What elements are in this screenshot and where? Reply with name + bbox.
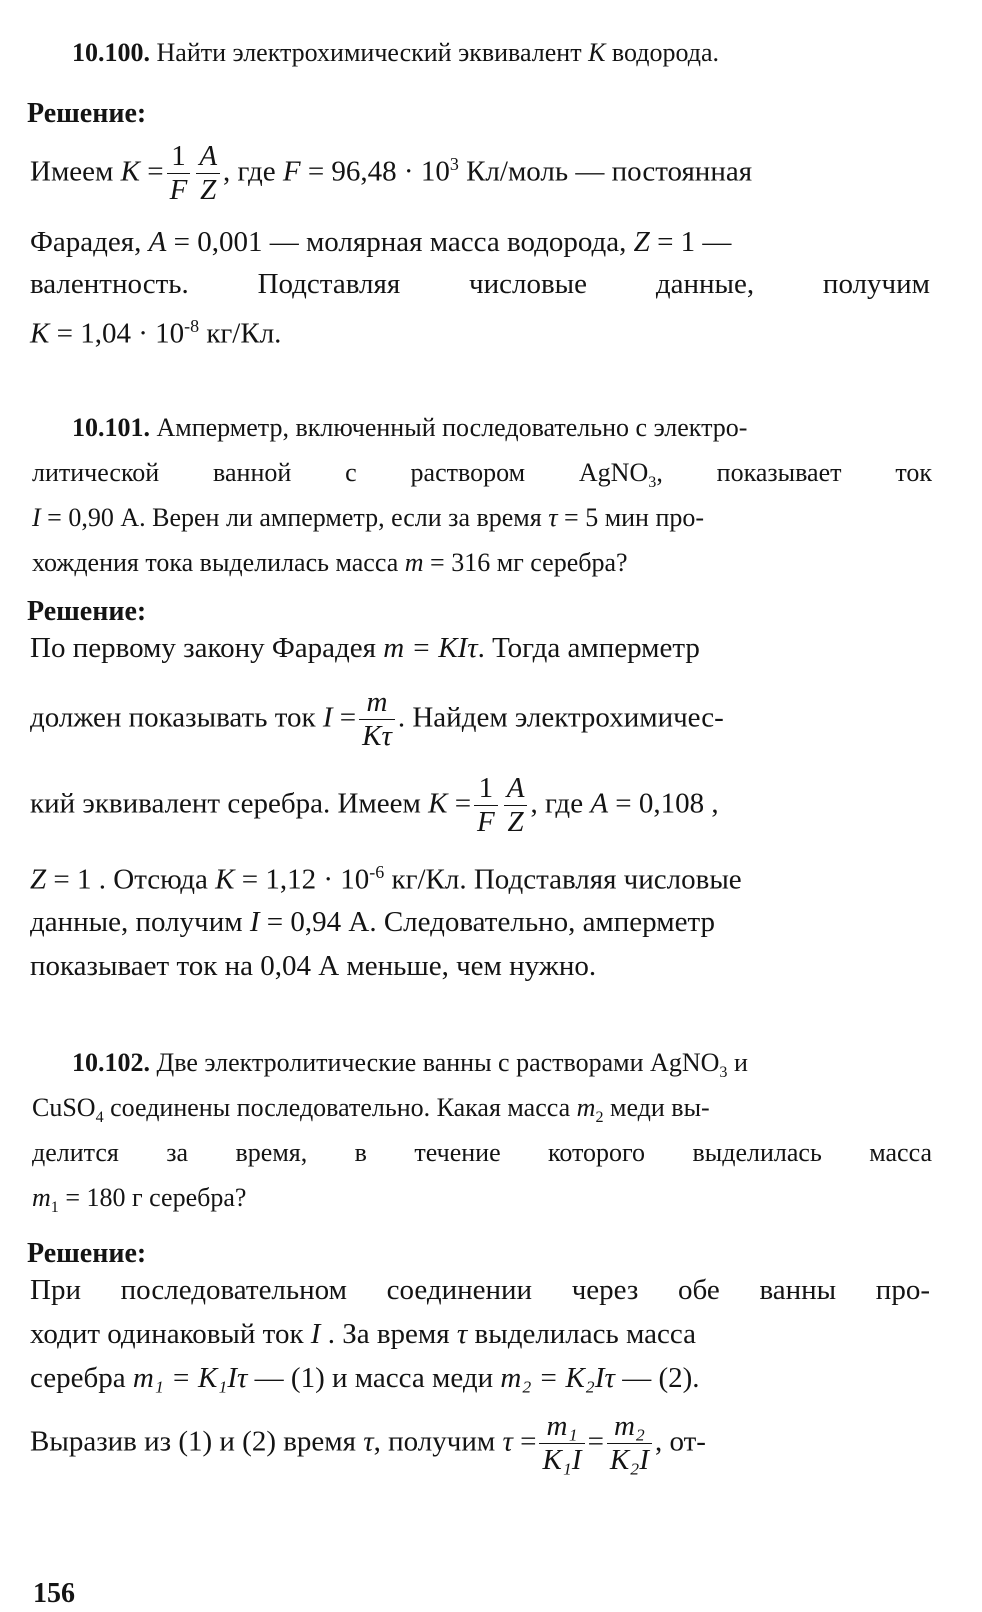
text: . За время bbox=[327, 1318, 450, 1350]
formula: m₂ = K₂Iτ bbox=[500, 1362, 615, 1394]
text: кий эквивалент серебра. Имеем bbox=[30, 787, 421, 820]
numerator: 1 bbox=[474, 772, 498, 806]
problem-number: 10.102. bbox=[72, 1048, 150, 1077]
exponent: 3 bbox=[449, 153, 459, 174]
unit: кг/Кл. bbox=[206, 317, 282, 350]
formula: m = KIτ bbox=[383, 632, 478, 664]
var-K: K bbox=[588, 38, 606, 67]
exponent: -6 bbox=[369, 862, 385, 882]
text: , где bbox=[223, 155, 276, 188]
text: и bbox=[733, 1048, 748, 1077]
denominator: Z bbox=[200, 174, 217, 207]
fraction-1-over-F bbox=[167, 140, 191, 208]
text: Фарадея, bbox=[30, 226, 142, 258]
fraction-m2-over-K2I bbox=[607, 1410, 652, 1478]
denominator: F bbox=[477, 806, 495, 839]
text: серебра bbox=[30, 1362, 126, 1394]
problem-statement-line bbox=[72, 405, 932, 450]
var-I: I bbox=[310, 1318, 321, 1350]
var-A: A bbox=[590, 787, 609, 820]
numerator: 1 bbox=[167, 140, 191, 174]
text: ходит одинаковый ток bbox=[30, 1318, 304, 1350]
text: — (1) и масса меди bbox=[254, 1362, 494, 1394]
var-F: F bbox=[282, 155, 301, 188]
var-tau: τ bbox=[456, 1318, 468, 1350]
statement-text-end: водорода. bbox=[611, 38, 720, 67]
solution-line: При последовательном соединении через обе ванны про- bbox=[30, 1274, 930, 1306]
subscript: 3 bbox=[719, 1064, 728, 1082]
problem-statement-line bbox=[72, 30, 719, 75]
equals: = bbox=[520, 1425, 537, 1458]
problem-statement-line bbox=[32, 495, 704, 540]
solution-line bbox=[30, 686, 724, 754]
denominator: K₂I bbox=[609, 1444, 650, 1477]
var-K: K bbox=[30, 317, 50, 350]
solution-line bbox=[30, 226, 731, 259]
subscript: 1 bbox=[50, 1199, 59, 1217]
var-tau: τ bbox=[502, 1425, 513, 1458]
fraction-A-over-Z bbox=[504, 772, 528, 840]
text: = 5 мин про- bbox=[564, 503, 705, 532]
fraction-A-over-Z bbox=[196, 140, 220, 208]
numerator: A bbox=[504, 772, 528, 806]
text: = 0,001 — молярная масса водорода, bbox=[173, 226, 627, 258]
text: = 1 — bbox=[657, 226, 732, 258]
text: меди вы- bbox=[610, 1093, 710, 1122]
fraction-m-over-Ktau bbox=[359, 686, 395, 754]
text: Кл/моль — постоянная bbox=[466, 155, 753, 188]
var-m: m bbox=[404, 548, 424, 577]
denominator: Kτ bbox=[362, 720, 392, 753]
solution-line bbox=[30, 862, 742, 897]
equals: = bbox=[587, 1425, 604, 1458]
var-tau: τ bbox=[548, 503, 558, 532]
page-number: 156 bbox=[33, 1578, 75, 1609]
var-A: A bbox=[148, 226, 167, 258]
var-Z: Z bbox=[633, 226, 650, 258]
text: Имеем bbox=[30, 155, 114, 188]
problem-statement-line: делится за время, в течение которого выделилась масса bbox=[32, 1138, 932, 1167]
text: Амперметр, включенный последовательно с электро- bbox=[156, 413, 748, 442]
text: должен показывать ток bbox=[30, 701, 316, 734]
var-K: K bbox=[120, 155, 140, 188]
equals: = bbox=[147, 155, 164, 188]
statement-text: Найти электрохимический эквивалент bbox=[156, 38, 582, 67]
problem-number: 10.101. bbox=[72, 413, 150, 442]
text: — (2). bbox=[622, 1362, 700, 1394]
numerator: m₂ bbox=[607, 1410, 652, 1444]
formula: m₁ = K₁Iτ bbox=[132, 1362, 248, 1394]
text: Выразив из (1) и (2) время bbox=[30, 1425, 356, 1458]
solution-line bbox=[30, 1362, 700, 1395]
text: кг/Кл. Подставляя числовые bbox=[391, 863, 742, 896]
text: = 0,94 А. Следовательно, амперметр bbox=[266, 906, 715, 938]
var-K: K bbox=[215, 863, 235, 896]
fraction-1-over-F bbox=[474, 772, 498, 840]
value: = 96,48 · 10 bbox=[307, 155, 450, 188]
text: , получим bbox=[373, 1425, 496, 1458]
text: , показывает ток bbox=[656, 458, 933, 487]
var-tau: τ bbox=[363, 1425, 374, 1458]
solution-line: показывает ток на 0,04 А меньше, чем нужно. bbox=[30, 950, 597, 982]
text: соединены последовательно. Какая масса bbox=[110, 1093, 571, 1122]
text: Две электролитические ванны с растворами AgNO bbox=[156, 1048, 720, 1077]
equals: = bbox=[454, 787, 472, 820]
value: = 1,12 · 10 bbox=[241, 863, 370, 896]
text: , где bbox=[530, 787, 584, 820]
solution-line: валентность. Подставляя числовые данные, получим bbox=[30, 268, 930, 300]
text: . Найдем электрохимичес- bbox=[397, 701, 724, 734]
var-m: m bbox=[576, 1093, 596, 1122]
numerator: A bbox=[196, 140, 220, 174]
var-I: I bbox=[32, 503, 41, 532]
denominator: K₁I bbox=[542, 1444, 582, 1477]
solution-heading: Решение: bbox=[27, 1238, 147, 1269]
text: = 180 г серебра? bbox=[65, 1183, 247, 1212]
problem-statement-line bbox=[32, 1175, 246, 1230]
exponent: -8 bbox=[184, 316, 200, 336]
solution-line bbox=[30, 632, 700, 665]
problem-number: 10.100. bbox=[72, 38, 150, 67]
text: хождения тока выделилась масса bbox=[32, 548, 399, 577]
denominator: Z bbox=[507, 806, 524, 839]
text: выделилась масса bbox=[474, 1318, 696, 1350]
solution-heading: Решение: bbox=[27, 596, 147, 627]
text: = 0,108 , bbox=[615, 787, 719, 820]
solution-line bbox=[30, 140, 752, 208]
text: По первому закону Фарадея bbox=[30, 632, 376, 664]
equals: = bbox=[339, 701, 357, 734]
numerator: m₁ bbox=[539, 1410, 584, 1444]
solution-line bbox=[30, 316, 281, 351]
solution-line bbox=[30, 1410, 706, 1478]
text: данные, получим bbox=[30, 906, 243, 938]
text: = 0,90 А. Верен ли амперметр, если за время bbox=[47, 503, 542, 532]
subscript: 2 bbox=[595, 1109, 604, 1127]
value: = 1,04 · 10 bbox=[56, 317, 185, 350]
var-K: K bbox=[428, 787, 448, 820]
problem-statement-line bbox=[32, 540, 628, 585]
solution-line bbox=[30, 1318, 696, 1351]
text: , от- bbox=[655, 1425, 706, 1458]
text: литической ванной с раствором AgNO bbox=[32, 458, 649, 487]
numerator: m bbox=[359, 686, 395, 720]
text: . Тогда амперметр bbox=[477, 632, 700, 664]
solution-line bbox=[30, 772, 719, 840]
var-I: I bbox=[322, 701, 333, 734]
var-Z: Z bbox=[30, 863, 47, 896]
subscript: 4 bbox=[95, 1109, 104, 1127]
solution-heading: Решение: bbox=[27, 98, 147, 129]
text: = 1 . Отсюда bbox=[53, 863, 208, 896]
text: = 316 мг серебра? bbox=[430, 548, 628, 577]
subscript: 3 bbox=[648, 474, 657, 492]
solution-line bbox=[30, 906, 715, 939]
denominator: F bbox=[169, 174, 188, 207]
text: CuSO bbox=[32, 1093, 96, 1122]
var-I: I bbox=[249, 906, 260, 938]
var-m: m bbox=[32, 1183, 51, 1212]
fraction-m1-over-K1I bbox=[539, 1410, 584, 1478]
